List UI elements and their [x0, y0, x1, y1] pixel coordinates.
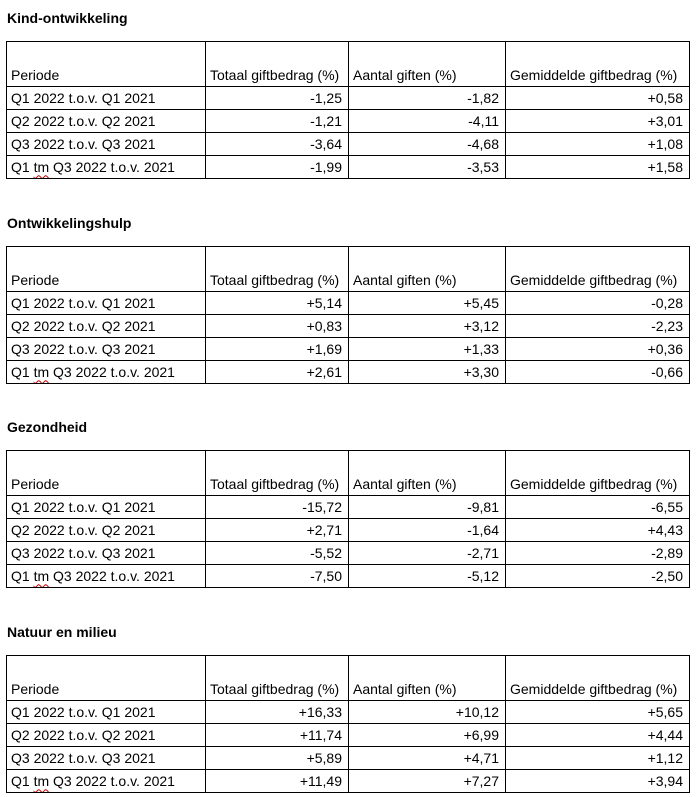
cell-totaal-giftbedrag: +11,49	[206, 770, 349, 793]
cell-totaal-giftbedrag: +2,61	[206, 361, 349, 384]
data-table	[6, 41, 690, 179]
header-totaal-giftbedrag	[206, 42, 349, 87]
periode-text: Q3 2022 t.o.v. Q3 2021	[11, 340, 156, 357]
periode-text: Q2 2022 t.o.v. Q2 2021	[11, 112, 156, 129]
header-gemiddelde-giftbedrag	[506, 451, 690, 496]
section-title: Kind-ontwikkeling	[7, 10, 128, 26]
header-aantal-giften	[349, 247, 506, 292]
cell-gemiddelde-giftbedrag: +1,58	[506, 156, 690, 179]
header-gemiddelde-giftbedrag	[506, 42, 690, 87]
cell-gemiddelde-giftbedrag: -2,89	[506, 542, 690, 565]
data-table	[6, 655, 690, 793]
cell-aantal-giften: -1,82	[349, 87, 506, 110]
header-totaal-label: Totaal giftbedrag (%)	[210, 67, 340, 83]
cell-gemiddelde-giftbedrag: -0,66	[506, 361, 690, 384]
header-gemiddelde-label: Gemiddelde giftbedrag (%)	[510, 476, 678, 492]
cell-aantal-giften: -5,12	[349, 565, 506, 588]
header-row	[7, 656, 690, 701]
header-row	[7, 451, 690, 496]
header-gemiddelde-label: Gemiddelde giftbedrag (%)	[510, 681, 678, 697]
periode-text: Q1	[11, 772, 34, 789]
periode-text: Q1 2022 t.o.v. Q1 2021	[11, 294, 156, 311]
header-aantal-label: Aantal giften (%)	[353, 67, 457, 83]
section-title: Gezondheid	[7, 419, 88, 435]
cell-periode	[7, 338, 206, 361]
cell-totaal-giftbedrag: +5,89	[206, 747, 349, 770]
cell-totaal-giftbedrag: -1,21	[206, 110, 349, 133]
cell-periode	[7, 519, 206, 542]
cell-aantal-giften: +6,99	[349, 724, 506, 747]
header-gemiddelde-label: Gemiddelde giftbedrag (%)	[510, 272, 678, 288]
table-body	[7, 87, 690, 179]
table-body	[7, 701, 690, 793]
cell-totaal-giftbedrag: -3,64	[206, 133, 349, 156]
periode-text: Q1	[11, 363, 34, 380]
table-row	[7, 701, 690, 724]
cell-totaal-giftbedrag: +1,69	[206, 338, 349, 361]
cell-gemiddelde-giftbedrag: +3,94	[506, 770, 690, 793]
cell-periode	[7, 747, 206, 770]
periode-text: Q1 2022 t.o.v. Q1 2021	[11, 89, 156, 106]
cell-gemiddelde-giftbedrag: +3,01	[506, 110, 690, 133]
cell-totaal-giftbedrag: +16,33	[206, 701, 349, 724]
cell-aantal-giften: +4,71	[349, 747, 506, 770]
table-row	[7, 724, 690, 747]
cell-periode	[7, 361, 206, 384]
header-periode: Periode	[7, 451, 206, 496]
periode-text: Q2 2022 t.o.v. Q2 2021	[11, 726, 156, 743]
cell-aantal-giften: -2,71	[349, 542, 506, 565]
table-row	[7, 519, 690, 542]
table-row	[7, 110, 690, 133]
cell-totaal-giftbedrag: +0,83	[206, 315, 349, 338]
cell-totaal-giftbedrag: -15,72	[206, 496, 349, 519]
periode-text-rest: Q3 2022 t.o.v. 2021	[49, 158, 175, 175]
header-gemiddelde-label: Gemiddelde giftbedrag (%)	[510, 67, 678, 83]
cell-gemiddelde-giftbedrag: -6,55	[506, 496, 690, 519]
periode-text-rest: Q3 2022 t.o.v. 2021	[49, 772, 175, 789]
cell-periode	[7, 156, 206, 179]
header-totaal-giftbedrag	[206, 451, 349, 496]
header-gemiddelde-giftbedrag	[506, 247, 690, 292]
spellcheck-underlined-word: tm	[33, 772, 50, 789]
header-totaal-label: Totaal giftbedrag (%)	[210, 272, 340, 288]
cell-aantal-giften: -9,81	[349, 496, 506, 519]
header-totaal-giftbedrag	[206, 247, 349, 292]
table-row	[7, 565, 690, 588]
cell-aantal-giften: +3,30	[349, 361, 506, 384]
table-row	[7, 747, 690, 770]
header-periode: Periode	[7, 656, 206, 701]
table-row	[7, 542, 690, 565]
cell-periode	[7, 315, 206, 338]
cell-aantal-giften: +10,12	[349, 701, 506, 724]
cell-gemiddelde-giftbedrag: +4,43	[506, 519, 690, 542]
cell-periode	[7, 110, 206, 133]
table-body	[7, 292, 690, 384]
spellcheck-underlined-word: tm	[33, 158, 50, 175]
cell-periode	[7, 542, 206, 565]
cell-gemiddelde-giftbedrag: +1,08	[506, 133, 690, 156]
cell-periode	[7, 496, 206, 519]
header-periode: Periode	[7, 42, 206, 87]
spellcheck-underlined-word: tm	[33, 363, 50, 380]
cell-totaal-giftbedrag: -1,25	[206, 87, 349, 110]
table-body	[7, 496, 690, 588]
cell-totaal-giftbedrag: -5,52	[206, 542, 349, 565]
periode-text-rest: Q3 2022 t.o.v. 2021	[49, 567, 175, 584]
cell-gemiddelde-giftbedrag: -0,28	[506, 292, 690, 315]
header-gemiddelde-giftbedrag	[506, 656, 690, 701]
cell-totaal-giftbedrag: +5,14	[206, 292, 349, 315]
cell-totaal-giftbedrag: -1,99	[206, 156, 349, 179]
cell-periode	[7, 87, 206, 110]
cell-periode	[7, 724, 206, 747]
table-row	[7, 133, 690, 156]
periode-text: Q2 2022 t.o.v. Q2 2021	[11, 317, 156, 334]
periode-text: Q2 2022 t.o.v. Q2 2021	[11, 521, 156, 538]
periode-text: Q1 2022 t.o.v. Q1 2021	[11, 703, 156, 720]
table-row	[7, 292, 690, 315]
header-aantal-label: Aantal giften (%)	[353, 681, 457, 697]
cell-totaal-giftbedrag: -7,50	[206, 565, 349, 588]
header-row	[7, 247, 690, 292]
data-table	[6, 450, 690, 588]
table-row	[7, 770, 690, 793]
cell-periode	[7, 133, 206, 156]
table-row	[7, 156, 690, 179]
cell-aantal-giften: +1,33	[349, 338, 506, 361]
header-aantal-giften	[349, 42, 506, 87]
data-table	[6, 246, 690, 384]
periode-text: Q1	[11, 158, 34, 175]
cell-gemiddelde-giftbedrag: +5,65	[506, 701, 690, 724]
header-totaal-label: Totaal giftbedrag (%)	[210, 476, 340, 492]
table-row	[7, 361, 690, 384]
cell-aantal-giften: -3,53	[349, 156, 506, 179]
cell-gemiddelde-giftbedrag: +1,12	[506, 747, 690, 770]
cell-periode	[7, 770, 206, 793]
cell-gemiddelde-giftbedrag: -2,50	[506, 565, 690, 588]
cell-gemiddelde-giftbedrag: +4,44	[506, 724, 690, 747]
cell-aantal-giften: +5,45	[349, 292, 506, 315]
periode-text: Q1 2022 t.o.v. Q1 2021	[11, 498, 156, 515]
table-row	[7, 496, 690, 519]
periode-text: Q1	[11, 567, 34, 584]
header-aantal-giften	[349, 656, 506, 701]
cell-periode	[7, 292, 206, 315]
cell-totaal-giftbedrag: +11,74	[206, 724, 349, 747]
section-title: Ontwikkelingshulp	[7, 215, 132, 231]
cell-gemiddelde-giftbedrag: +0,36	[506, 338, 690, 361]
periode-text: Q3 2022 t.o.v. Q3 2021	[11, 749, 156, 766]
cell-totaal-giftbedrag: +2,71	[206, 519, 349, 542]
table-row	[7, 87, 690, 110]
section-title: Natuur en milieu	[7, 624, 117, 640]
table-row	[7, 338, 690, 361]
periode-text: Q3 2022 t.o.v. Q3 2021	[11, 544, 156, 561]
cell-periode	[7, 565, 206, 588]
cell-gemiddelde-giftbedrag: +0,58	[506, 87, 690, 110]
cell-periode	[7, 701, 206, 724]
header-totaal-giftbedrag	[206, 656, 349, 701]
cell-aantal-giften: +3,12	[349, 315, 506, 338]
header-aantal-giften	[349, 451, 506, 496]
cell-aantal-giften: -4,11	[349, 110, 506, 133]
cell-aantal-giften: -4,68	[349, 133, 506, 156]
header-totaal-label: Totaal giftbedrag (%)	[210, 681, 340, 697]
header-row	[7, 42, 690, 87]
cell-aantal-giften: -1,64	[349, 519, 506, 542]
header-aantal-label: Aantal giften (%)	[353, 272, 457, 288]
periode-text: Q3 2022 t.o.v. Q3 2021	[11, 135, 156, 152]
cell-aantal-giften: +7,27	[349, 770, 506, 793]
header-aantal-label: Aantal giften (%)	[353, 476, 457, 492]
spellcheck-underlined-word: tm	[33, 567, 50, 584]
cell-gemiddelde-giftbedrag: -2,23	[506, 315, 690, 338]
periode-text-rest: Q3 2022 t.o.v. 2021	[49, 363, 175, 380]
table-row	[7, 315, 690, 338]
header-periode: Periode	[7, 247, 206, 292]
